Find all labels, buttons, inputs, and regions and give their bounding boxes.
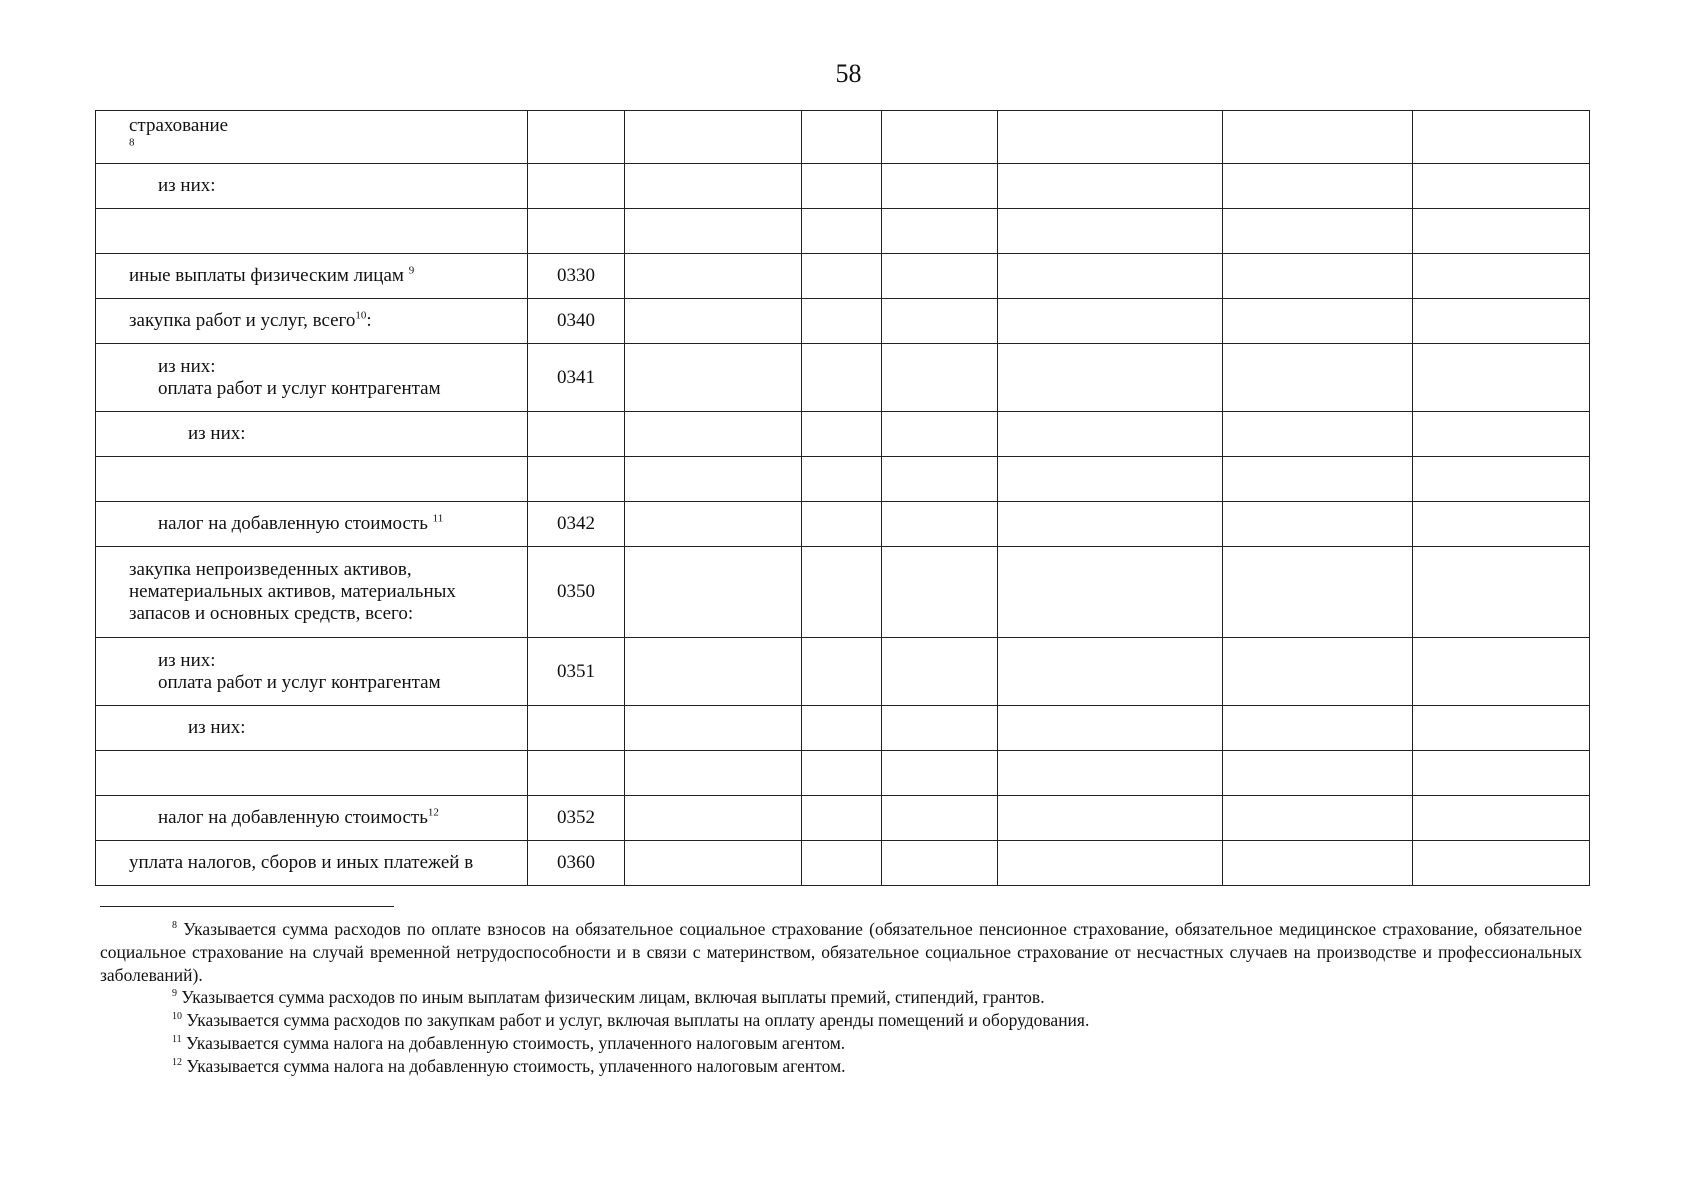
row-label: налог на добавленную стоимость $^{11}$	[96, 502, 528, 547]
row-label	[96, 751, 528, 796]
row-label: из них:	[96, 706, 528, 751]
table-cell	[1223, 209, 1413, 254]
table-cell	[1223, 164, 1413, 209]
row-label: из них: оплата работ и услуг контрагентам	[96, 344, 528, 412]
table-cell	[1413, 706, 1590, 751]
table-cell	[882, 164, 998, 209]
row-code: 0350	[528, 547, 625, 638]
table-cell	[802, 706, 882, 751]
table-cell	[998, 751, 1223, 796]
table-row	[96, 502, 1590, 547]
table-row	[96, 344, 1590, 412]
row-code: 0340	[528, 299, 625, 344]
table-row	[96, 209, 1590, 254]
row-code	[528, 412, 625, 457]
row-code: 0341	[528, 344, 625, 412]
table-cell	[625, 502, 802, 547]
table-cell	[1223, 111, 1413, 164]
table-cell	[1413, 412, 1590, 457]
row-code: 0342	[528, 502, 625, 547]
table-row	[96, 638, 1590, 706]
table-cell	[882, 457, 998, 502]
table-cell	[802, 547, 882, 638]
table-cell	[625, 706, 802, 751]
footnote-12: $^{12}$ Указывается сумма налога на добавленную стоимость, уплаченного налоговым агентом.	[172, 1055, 846, 1076]
table-cell	[1223, 299, 1413, 344]
table-cell	[802, 638, 882, 706]
row-label: из них:	[96, 164, 528, 209]
table-cell	[1223, 547, 1413, 638]
row-label	[96, 457, 528, 502]
table-cell	[882, 299, 998, 344]
table-cell	[1223, 796, 1413, 841]
row-label: из них: оплата работ и услуг контрагентам	[96, 638, 528, 706]
footnote-11: $^{11}$ Указывается сумма налога на добавленную стоимость, уплаченного налоговым агентом.	[172, 1032, 846, 1053]
row-code	[528, 209, 625, 254]
table-cell	[1413, 111, 1590, 164]
table-cell	[998, 111, 1223, 164]
table-cell	[802, 751, 882, 796]
table-cell	[625, 111, 802, 164]
table-cell	[802, 209, 882, 254]
table-cell	[882, 502, 998, 547]
table-cell	[1223, 706, 1413, 751]
table-cell	[998, 706, 1223, 751]
table-row	[96, 164, 1590, 209]
table-cell	[1223, 502, 1413, 547]
table-cell	[998, 638, 1223, 706]
table-cell	[802, 299, 882, 344]
table-cell	[882, 841, 998, 886]
table-cell	[998, 457, 1223, 502]
table-row	[96, 254, 1590, 299]
footnote-9: $^9$ Указывается сумма расходов по иным выплатам физическим лицам, включая выплаты премий, стипендий, грантов.	[172, 987, 1045, 1008]
row-label: страхование $^8$	[96, 111, 528, 164]
table-cell	[998, 209, 1223, 254]
table-cell	[625, 796, 802, 841]
table-row	[96, 841, 1590, 886]
table-cell	[998, 412, 1223, 457]
table-cell	[1413, 638, 1590, 706]
table-cell	[802, 502, 882, 547]
table-cell	[1223, 638, 1413, 706]
table-cell	[882, 796, 998, 841]
table-row	[96, 457, 1590, 502]
table-cell	[998, 547, 1223, 638]
table-cell	[1413, 841, 1590, 886]
table-row	[96, 111, 1590, 164]
table-cell	[1413, 164, 1590, 209]
table-cell	[1223, 344, 1413, 412]
table-cell	[625, 209, 802, 254]
table-row	[96, 751, 1590, 796]
row-label: из них:	[96, 412, 528, 457]
table-cell	[625, 638, 802, 706]
row-label: налог на добавленную стоимость$^{12}$	[96, 796, 528, 841]
row-code: 0352	[528, 796, 625, 841]
table-cell	[1223, 841, 1413, 886]
table-cell	[998, 254, 1223, 299]
table-cell	[802, 412, 882, 457]
table-cell	[1413, 547, 1590, 638]
table-cell	[1223, 254, 1413, 299]
page-number: 58	[835, 59, 862, 88]
table-cell	[882, 209, 998, 254]
table-cell	[1223, 412, 1413, 457]
table-cell	[998, 841, 1223, 886]
table-cell	[802, 796, 882, 841]
footnote-separator	[100, 906, 394, 907]
table-row	[96, 299, 1590, 344]
table-cell	[882, 111, 998, 164]
table-cell	[1413, 796, 1590, 841]
row-code	[528, 111, 625, 164]
row-code	[528, 706, 625, 751]
row-code	[528, 457, 625, 502]
row-label: уплата налогов, сборов и иных платежей в	[96, 841, 528, 886]
table-cell	[998, 164, 1223, 209]
report-table	[95, 110, 1590, 886]
table-cell	[802, 457, 882, 502]
table-cell	[998, 299, 1223, 344]
table-cell	[625, 841, 802, 886]
table-cell	[1413, 751, 1590, 796]
table-cell	[625, 254, 802, 299]
table-cell	[1413, 502, 1590, 547]
row-code	[528, 751, 625, 796]
table-cell	[625, 547, 802, 638]
table-row	[96, 796, 1590, 841]
table-cell	[882, 638, 998, 706]
table-row	[96, 706, 1590, 751]
row-code: 0360	[528, 841, 625, 886]
table-cell	[1413, 299, 1590, 344]
table-cell	[625, 164, 802, 209]
table-cell	[1413, 457, 1590, 502]
table-cell	[625, 344, 802, 412]
row-label: закупка непроизведенных активов, нематериальных активов, материальных запасов и основных средств, всего:	[96, 547, 528, 638]
table-cell	[802, 164, 882, 209]
row-code: 0351	[528, 638, 625, 706]
table-cell	[625, 299, 802, 344]
table-cell	[882, 254, 998, 299]
table-row	[96, 412, 1590, 457]
table-cell	[998, 796, 1223, 841]
row-label: иные выплаты физическим лицам $^9$	[96, 254, 528, 299]
table-cell	[1223, 751, 1413, 796]
table-cell	[802, 111, 882, 164]
table-cell	[882, 751, 998, 796]
table-cell	[998, 502, 1223, 547]
table-cell	[882, 344, 998, 412]
footnotes	[100, 918, 1582, 1078]
row-label: закупка работ и услуг, всего$^{10}$:	[96, 299, 528, 344]
table-row	[96, 547, 1590, 638]
footnote-10: $^{10}$ Указывается сумма расходов по закупкам работ и услуг, включая выплаты на оплату аренды помещений и оборудования.	[172, 1010, 1090, 1031]
row-code	[528, 164, 625, 209]
table-cell	[998, 344, 1223, 412]
table-cell	[882, 706, 998, 751]
table-cell	[882, 547, 998, 638]
table-cell	[1223, 457, 1413, 502]
table-cell	[802, 254, 882, 299]
table-cell	[1413, 254, 1590, 299]
footnote-8: $^8$ Указывается сумма расходов по оплате взносов на обязательное социальное страхование (обязательное пенсионное страхование, обязательное медицинское страхование, обязательное социальное страхование на случай временной нетрудоспособности и в связи с материнством, обязательное социальное страхование от несчастных случаев на производстве и профессиональных заболеваний).	[100, 919, 1582, 985]
row-code: 0330	[528, 254, 625, 299]
table-cell	[882, 412, 998, 457]
row-label	[96, 209, 528, 254]
table-cell	[1413, 209, 1590, 254]
table-cell	[802, 841, 882, 886]
table-cell	[625, 751, 802, 796]
table-cell	[625, 457, 802, 502]
table-cell	[802, 344, 882, 412]
table-cell	[625, 412, 802, 457]
table-cell	[1413, 344, 1590, 412]
